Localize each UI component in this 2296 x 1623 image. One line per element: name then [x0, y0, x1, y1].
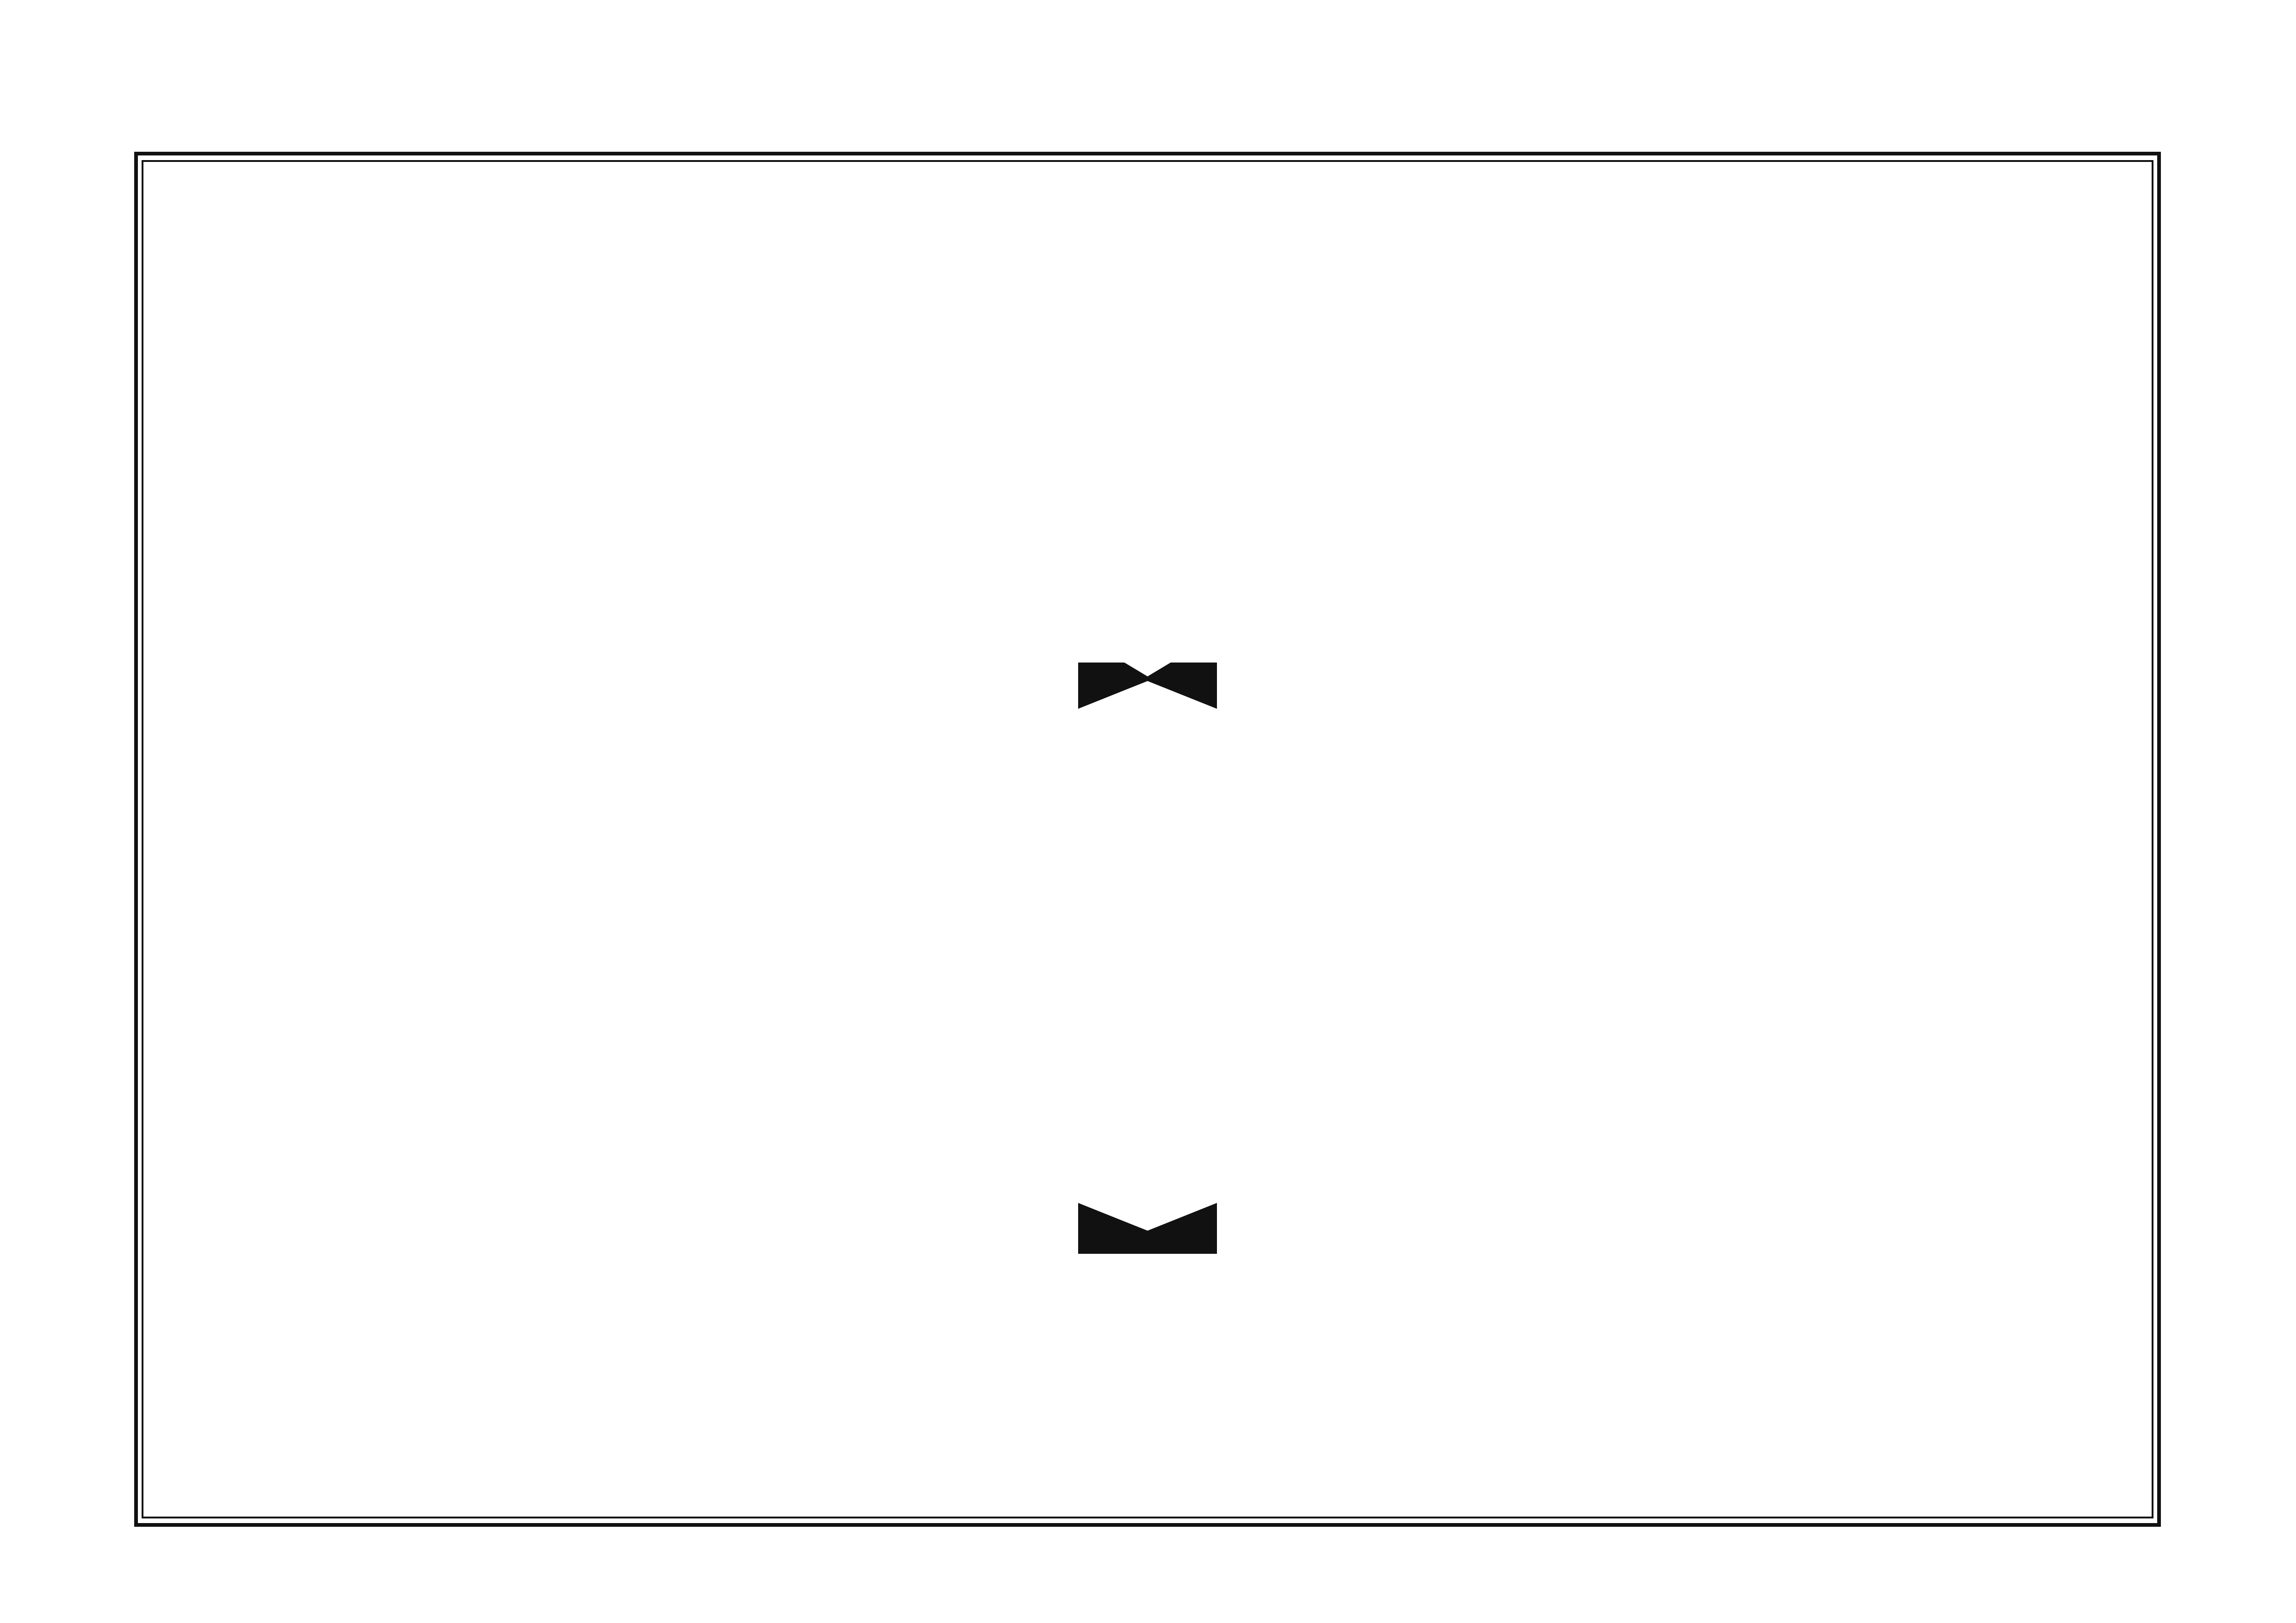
spine-bottom-ornament [1078, 1203, 1217, 1254]
spine-top-ornament [1078, 663, 1217, 727]
watermark-left [222, 578, 916, 1226]
watermark-right [1388, 578, 2082, 1226]
